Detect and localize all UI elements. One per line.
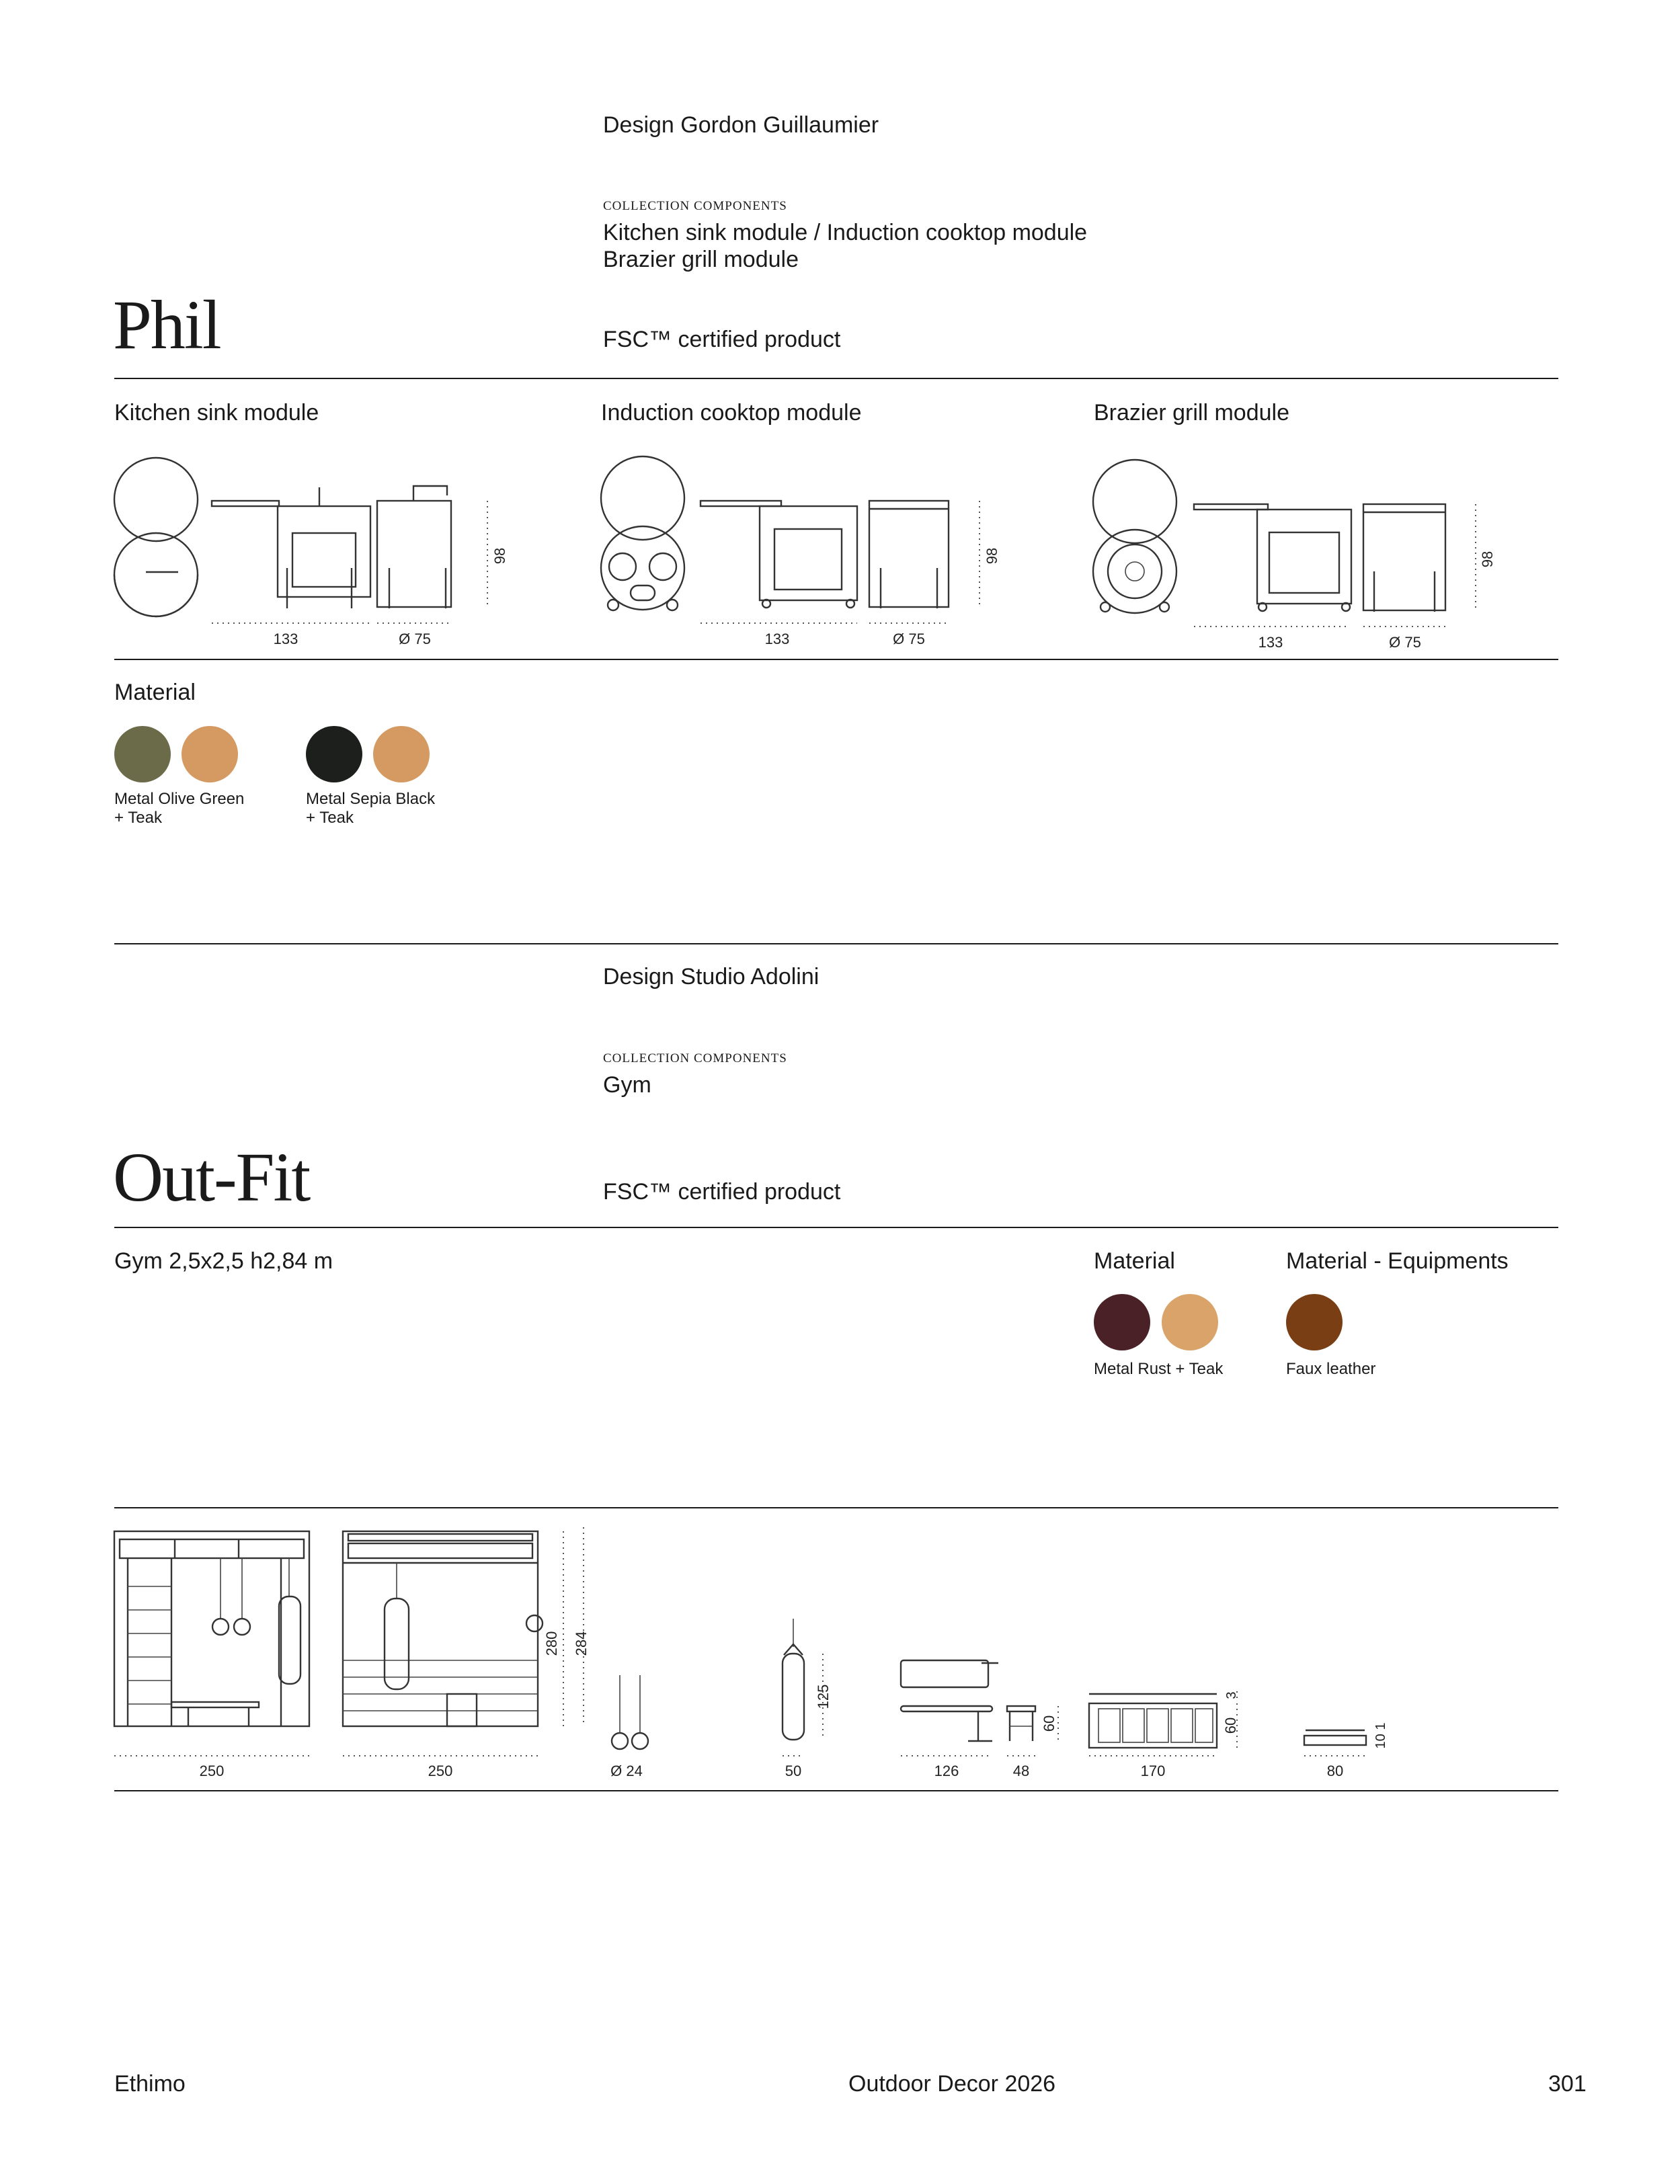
phil-components-label: COLLECTION COMPONENTS xyxy=(603,199,787,213)
swatch-teak xyxy=(1162,1294,1218,1350)
box-dim-width: 170 xyxy=(1140,1763,1166,1779)
induction-dim-width: 133 xyxy=(764,631,790,647)
outfit-components-line1: Gym xyxy=(603,1072,651,1098)
brazier-module-drawing xyxy=(1089,457,1496,652)
mat-dim-thickness: 10 1 xyxy=(1373,1722,1388,1749)
induction-top-view xyxy=(601,456,684,540)
swatch-faux-leather xyxy=(1286,1294,1343,1350)
gym-mat xyxy=(1304,1730,1366,1745)
divider xyxy=(114,659,1558,660)
rings-dim-diameter: Ø 24 xyxy=(610,1763,643,1779)
gym-side-view xyxy=(343,1531,543,1726)
footer-brand: Ethimo xyxy=(114,2071,186,2097)
phil-fsc: FSC™ certified product xyxy=(603,327,841,352)
brazier-bottom-view xyxy=(1093,530,1176,613)
brazier-dim-diameter: Ø 75 xyxy=(1389,634,1421,651)
sink-top-view xyxy=(114,458,198,541)
footer-catalog: Outdoor Decor 2026 xyxy=(848,2071,1056,2097)
sink-front-view xyxy=(278,506,370,597)
gym-dim-front-width: 250 xyxy=(199,1763,225,1779)
gym-technical-drawings xyxy=(108,1519,1560,1788)
stool-dim-height: 60 xyxy=(1041,1715,1057,1732)
gym-dim-height-outer: 284 xyxy=(573,1631,590,1656)
sink-dim-width: 133 xyxy=(273,631,298,647)
stool-dim-width: 48 xyxy=(1012,1763,1030,1779)
gym-front-view xyxy=(114,1531,309,1726)
module-label-induction: Induction cooktop module xyxy=(601,400,862,426)
sink-side-view xyxy=(377,501,451,607)
box-dim-height: 60 xyxy=(1222,1717,1239,1734)
phil-material-label: Material xyxy=(114,680,196,705)
phil-components-line1: Kitchen sink module / Induction cooktop module xyxy=(603,220,1088,245)
material-label-sepia-black: Metal Sepia Black + Teak xyxy=(306,790,436,827)
brazier-top-view xyxy=(1093,460,1176,543)
divider xyxy=(114,378,1558,379)
brazier-front-view xyxy=(1257,510,1351,604)
divider xyxy=(114,1790,1558,1791)
swatch-teak xyxy=(182,726,238,782)
divider xyxy=(114,1227,1558,1228)
brazier-dim-width: 133 xyxy=(1258,634,1283,651)
phil-designer: Design Gordon Guillaumier xyxy=(603,112,879,138)
swatch-sepia-black xyxy=(306,726,362,782)
induction-module-drawing xyxy=(598,454,1002,649)
box-dim-top: 3 xyxy=(1224,1691,1239,1699)
material-label-olive-green: Metal Olive Green + Teak xyxy=(114,790,245,827)
phil-components-line2: Brazier grill module xyxy=(603,247,799,272)
gym-rings xyxy=(612,1675,648,1749)
outfit-designer: Design Studio Adolini xyxy=(603,964,819,989)
gym-dim-side-width: 250 xyxy=(428,1763,453,1779)
gym-dim-height-inner: 280 xyxy=(543,1631,560,1656)
bench-dim-length: 126 xyxy=(934,1763,959,1779)
material-label-metal-rust: Metal Rust + Teak xyxy=(1094,1360,1224,1378)
gym-label: Gym 2,5x2,5 h2,84 m xyxy=(114,1248,333,1274)
phil-title: Phil xyxy=(113,286,221,364)
material-label-faux-leather: Faux leather xyxy=(1286,1360,1376,1378)
brazier-dim-height: 98 xyxy=(1479,551,1496,568)
sink-dim-diameter: Ø 75 xyxy=(399,631,431,647)
induction-bottom-view xyxy=(601,526,684,610)
bag-dim-height: 125 xyxy=(815,1684,832,1709)
brazier-side-view xyxy=(1363,504,1445,610)
outfit-equipments-label: Material - Equipments xyxy=(1286,1248,1509,1274)
bag-dim-width: 50 xyxy=(785,1763,802,1779)
sink-module-drawing xyxy=(111,454,514,649)
outfit-title: Out-Fit xyxy=(113,1139,310,1216)
swatch-metal-rust xyxy=(1094,1294,1150,1350)
outfit-material-label: Material xyxy=(1094,1248,1175,1274)
footer-page-number: 301 xyxy=(1548,2071,1587,2097)
module-label-sink: Kitchen sink module xyxy=(114,400,319,426)
divider xyxy=(114,943,1558,944)
induction-dim-diameter: Ø 75 xyxy=(893,631,925,647)
gym-storage-box xyxy=(1089,1694,1217,1748)
swatch-olive-green xyxy=(114,726,171,782)
gym-bench-stool xyxy=(901,1660,1035,1741)
sink-dim-height: 98 xyxy=(491,547,508,565)
outfit-components-label: COLLECTION COMPONENTS xyxy=(603,1051,787,1065)
outfit-fsc: FSC™ certified product xyxy=(603,1179,841,1205)
gym-punching-bag xyxy=(783,1619,804,1740)
divider xyxy=(114,1507,1558,1508)
swatch-teak xyxy=(373,726,430,782)
mat-dim-width: 80 xyxy=(1326,1763,1344,1779)
induction-dim-height: 98 xyxy=(984,547,1000,565)
module-label-brazier: Brazier grill module xyxy=(1094,400,1289,426)
